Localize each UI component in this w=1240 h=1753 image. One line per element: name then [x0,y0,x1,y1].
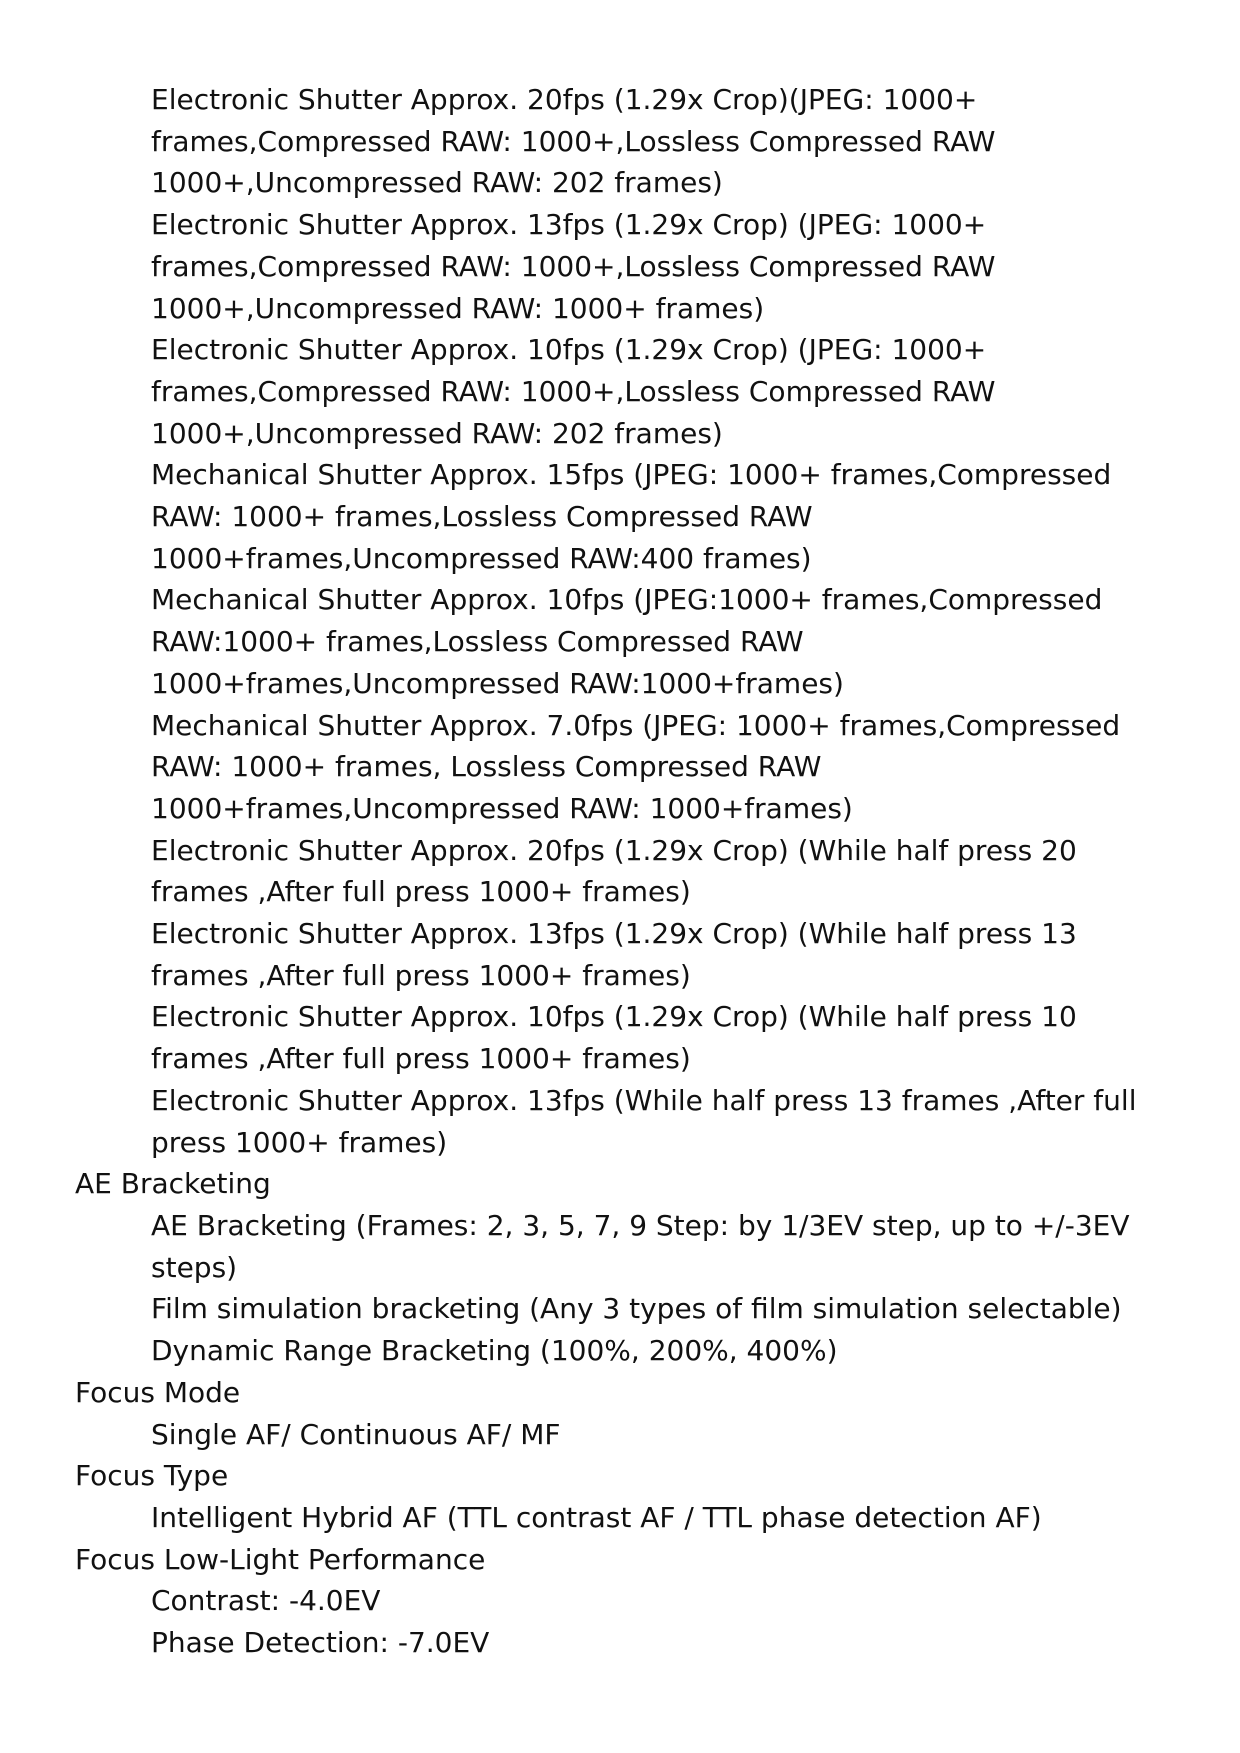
spec-line: frames ,After full press 1000+ frames) [151,875,691,909]
list-item [0,1288,1240,1330]
section-heading: Focus Type [75,1459,229,1493]
spec-line: 1000+frames,Uncompressed RAW:400 frames) [151,541,812,575]
list-item [0,1497,1240,1539]
list-item [0,1205,1240,1288]
spec-line: frames ,After full press 1000+ frames) [151,1042,691,1076]
spec-line: Electronic Shutter Approx. 20fps (1.29x Crop)(JPEG: 1000+ [151,83,978,116]
spec-line: AE Bracketing (Frames: 2, 3, 5, 7, 9 Step: by 1/3EV step, up to +/-3EV [151,1208,1130,1242]
spec-line: RAW: 1000+ frames,Lossless Compressed RAW [151,500,813,534]
list-item [0,1330,1240,1372]
spec-line: Electronic Shutter Approx. 10fps (1.29x Crop) (JPEG: 1000+ [151,333,987,367]
section-heading: AE Bracketing [75,1167,271,1201]
spec-line: Intelligent Hybrid AF (TTL contrast AF / TTL phase detection AF) [151,1500,1042,1534]
list-item [0,1580,1240,1622]
spec-line: frames,Compressed RAW: 1000+,Lossless Compressed RAW [151,249,996,283]
spec-line: 1000+,Uncompressed RAW: 202 frames) [151,416,723,450]
spec-line: Contrast: -4.0EV [151,1584,381,1618]
spec-line: frames,Compressed RAW: 1000+,Lossless Compressed RAW [151,374,996,408]
spec-line: Electronic Shutter Approx. 13fps (1.29x Crop) (While half press 13 [151,917,1077,951]
list-item [0,1080,1240,1163]
spec-line: steps) [151,1250,238,1284]
list-item [0,1414,1240,1456]
spec-line: Mechanical Shutter Approx. 10fps (JPEG:1000+ frames,Compressed [151,583,1103,617]
spec-line: Single AF/ Continuous AF/ MF [151,1417,561,1451]
spec-line: 1000+frames,Uncompressed RAW: 1000+frames) [151,791,853,825]
list-item [0,830,1240,913]
list-item [0,705,1240,830]
spec-line: RAW: 1000+ frames, Lossless Compressed RAW [151,750,822,784]
spec-line: Mechanical Shutter Approx. 15fps (JPEG: 1000+ frames,Compressed [151,458,1112,492]
spec-line: frames,Compressed RAW: 1000+,Lossless Compressed RAW [151,124,996,158]
spec-line: frames ,After full press 1000+ frames) [151,958,691,992]
spec-line: 1000+,Uncompressed RAW: 1000+ frames) [151,291,765,325]
focus-low-light-section [0,1539,1240,1664]
list-item [0,996,1240,1079]
spec-line: Dynamic Range Bracketing (100%, 200%, 400%) [151,1334,838,1368]
list-item [0,79,1240,204]
spec-line: Electronic Shutter Approx. 20fps (1.29x Crop) (While half press 20 [151,833,1077,867]
spec-line: Film simulation bracketing (Any 3 types of film simulation selectable) [151,1292,1122,1326]
spec-line: press 1000+ frames) [151,1125,448,1159]
focus-mode-section [0,1372,1240,1455]
spec-line: RAW:1000+ frames,Lossless Compressed RAW [151,625,804,659]
spec-line: 1000+,Uncompressed RAW: 202 frames) [151,166,723,200]
continuous-shooting-list [0,79,1240,1163]
list-item [0,454,1240,579]
spec-line: Mechanical Shutter Approx. 7.0fps (JPEG: 1000+ frames,Compressed [151,708,1121,742]
list-item [0,1622,1240,1664]
ae-bracketing-section [0,1163,1240,1372]
list-item [0,204,1240,329]
spec-line: Phase Detection: -7.0EV [151,1626,490,1660]
spec-line: Electronic Shutter Approx. 10fps (1.29x Crop) (While half press 10 [151,1000,1077,1034]
section-heading: Focus Low-Light Performance [75,1542,486,1576]
spec-line: Electronic Shutter Approx. 13fps (1.29x Crop) (JPEG: 1000+ [151,208,987,242]
list-item [0,579,1240,704]
spec-line: Electronic Shutter Approx. 13fps (While half press 13 frames ,After full [151,1083,1137,1117]
spec-line: 1000+frames,Uncompressed RAW:1000+frames) [151,666,844,700]
list-item [0,913,1240,996]
focus-type-section [0,1455,1240,1538]
section-heading: Focus Mode [75,1375,241,1409]
list-item [0,329,1240,454]
